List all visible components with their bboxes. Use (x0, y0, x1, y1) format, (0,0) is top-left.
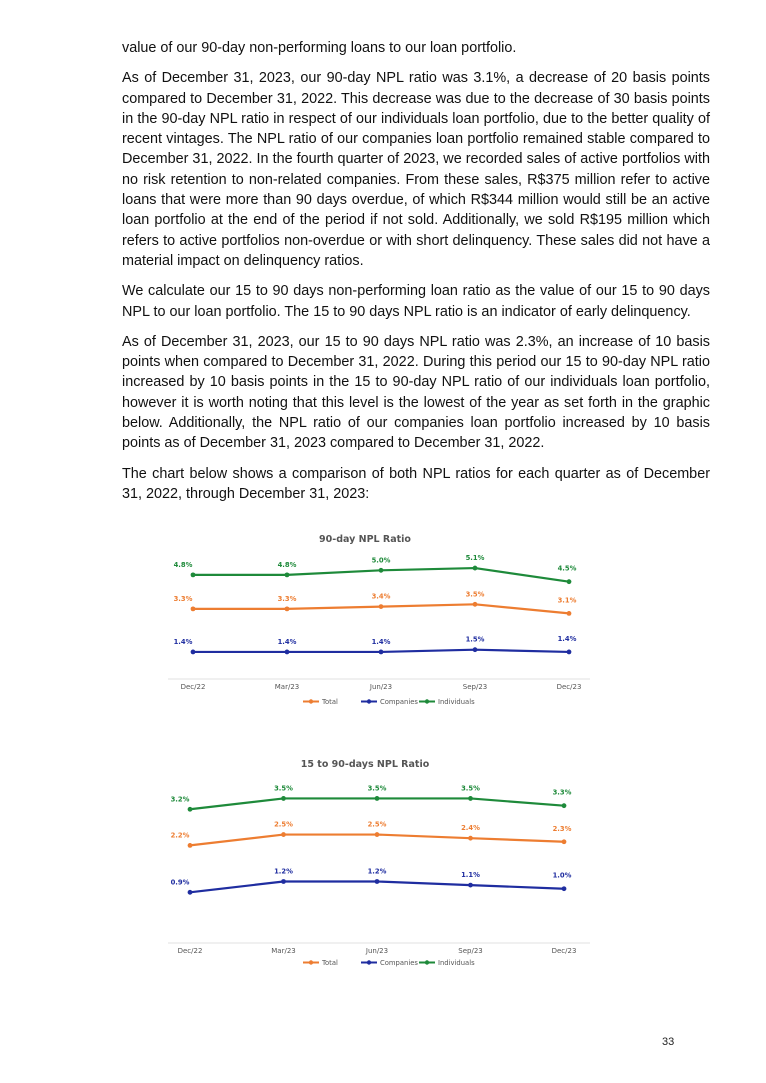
data-label-individuals: 3.5% (274, 784, 293, 793)
x-tick-label: Dec/22 (180, 683, 206, 691)
data-point-total (285, 606, 290, 611)
data-label-individuals: 4.8% (277, 560, 297, 569)
legend-marker-individuals (425, 960, 429, 964)
data-point-total (188, 843, 193, 848)
data-label-total: 3.3% (173, 594, 193, 603)
data-point-individuals (188, 807, 193, 812)
legend-label-individuals: Individuals (438, 698, 475, 706)
x-tick-label: Dec/22 (177, 947, 203, 955)
data-point-individuals (281, 796, 286, 801)
data-label-companies: 1.2% (367, 867, 387, 876)
legend-marker-companies (367, 960, 371, 964)
data-label-companies: 1.2% (274, 867, 293, 876)
data-point-companies (188, 890, 193, 895)
x-tick-label: Mar/23 (271, 947, 296, 955)
data-label-total: 2.3% (552, 824, 572, 833)
data-point-individuals (473, 566, 478, 571)
data-point-total (473, 602, 478, 607)
paragraph-4: As of December 31, 2023, our 15 to 90 days NPL ratio was 2.3%, an increase of 10 basis points when compared to December 31, 2022. During this period our 15 to 90-day NPL ratio increased by 10 basis points in the 15 to 90-day NPL ratio of our individuals loan portfolio, however it is worth noting that this level is the lowest of the year as set forth in the graphic below. Additionally, the NPL ratio of our companies loan portfolio increased by 10 basis points as of December 31, 2023 compared to December 31, 2022. (122, 333, 710, 452)
chart-15-to-90-day-npl (140, 752, 610, 974)
x-tick-label: Sep/23 (462, 683, 488, 691)
data-point-total (375, 832, 380, 837)
legend-label-individuals: Individuals (438, 959, 475, 967)
data-label-companies: 0.9% (170, 878, 190, 887)
legend-label-total: Total (322, 959, 338, 967)
x-tick-label: Jun/23 (365, 947, 389, 955)
x-tick-label: Jun/23 (369, 683, 393, 691)
data-point-companies (375, 879, 380, 884)
legend-marker-total (309, 960, 313, 964)
data-point-companies (379, 650, 384, 655)
data-point-companies (473, 647, 478, 652)
legend-marker-individuals (425, 699, 429, 703)
data-point-companies (567, 650, 572, 655)
data-point-companies (191, 650, 196, 655)
data-label-total: 2.2% (170, 831, 190, 840)
page-number: 33 (662, 1036, 675, 1048)
data-point-companies (285, 650, 290, 655)
data-label-individuals: 3.5% (461, 784, 480, 793)
data-label-individuals: 3.2% (170, 795, 190, 804)
data-point-total (281, 832, 286, 837)
data-point-total (567, 611, 572, 616)
x-tick-label: Dec/23 (551, 947, 577, 955)
data-point-individuals (375, 796, 380, 801)
data-point-individuals (468, 796, 473, 801)
data-point-individuals (567, 579, 572, 584)
legend-label-companies: Companies (380, 959, 418, 967)
data-label-individuals: 3.5% (367, 784, 387, 793)
data-point-individuals (562, 803, 567, 808)
data-point-companies (562, 886, 567, 891)
legend-marker-total (309, 699, 313, 703)
data-point-companies (468, 883, 473, 888)
data-label-companies: 1.1% (461, 871, 480, 880)
data-label-individuals: 4.8% (173, 560, 193, 569)
x-tick-label: Dec/23 (556, 683, 582, 691)
data-label-total: 3.3% (277, 594, 297, 603)
chart-90-day-npl (140, 527, 610, 719)
data-point-individuals (379, 568, 384, 573)
data-label-individuals: 5.0% (371, 556, 391, 565)
legend-label-companies: Companies (380, 698, 418, 706)
data-label-companies: 1.4% (277, 637, 297, 646)
body-text (122, 38, 710, 514)
data-point-companies (281, 879, 286, 884)
legend-label-total: Total (322, 698, 338, 706)
legend-marker-companies (367, 699, 371, 703)
paragraph-1: value of our 90-day non-performing loans to our loan portfolio. (122, 40, 517, 56)
data-point-total (468, 836, 473, 841)
data-label-total: 2.4% (461, 824, 480, 833)
data-point-total (379, 604, 384, 609)
data-label-companies: 1.5% (465, 635, 485, 644)
data-label-companies: 1.4% (371, 637, 391, 646)
data-point-total (562, 839, 567, 844)
data-label-individuals: 3.3% (552, 788, 572, 797)
data-label-companies: 1.0% (552, 871, 572, 880)
paragraph-2: As of December 31, 2023, our 90-day NPL ratio was 3.1%, a decrease of 20 basis points compared to December 31, 2022. This decrease was due to the decrease of 30 basis points in the 90-day NPL ratio in respect of our individuals loan portfolio, due to the better quality of recent vintages. The NPL ratio of our companies loan portfolio remained stable compared to December 31, 2022. In the fourth quarter of 2023, we recorded sales of active portfolios with no risk retention to non-related companies. From these sales, R$375 million refer to active loans that were more than 90 days overdue, of which R$344 million would still be an active loan portfolio at the end of the period if not sold. Additionally, we sold R$195 million which refers to active portfolios non-overdue or with short delinquency. These sales did not have a material impact on delinquency ratios. (122, 70, 710, 269)
data-label-total: 2.5% (274, 820, 293, 829)
data-point-individuals (285, 572, 290, 577)
x-tick-label: Sep/23 (458, 947, 483, 955)
x-tick-label: Mar/23 (274, 683, 300, 691)
data-label-individuals: 5.1% (465, 554, 485, 563)
data-label-total: 3.5% (465, 590, 485, 599)
data-label-total: 3.1% (557, 596, 577, 605)
paragraph-3: We calculate our 15 to 90 days non-performing loan ratio as the value of our 15 to 90 days NPL to our loan portfolio. The 15 to 90 days NPL ratio is an indicator of early delinquency. (122, 283, 710, 320)
paragraph-5: The chart below shows a comparison of both NPL ratios for each quarter as of December 31, 2022, through December 31, 2023: (122, 465, 710, 502)
data-point-total (191, 606, 196, 611)
data-point-individuals (191, 572, 196, 577)
chart-title: 15 to 90-days NPL Ratio (300, 759, 430, 770)
data-label-companies: 1.4% (173, 637, 193, 646)
data-label-total: 2.5% (367, 820, 387, 829)
data-label-total: 3.4% (371, 592, 391, 601)
data-label-individuals: 4.5% (557, 564, 577, 573)
chart-title: 90-day NPL Ratio (319, 534, 411, 545)
data-label-companies: 1.4% (557, 634, 577, 643)
